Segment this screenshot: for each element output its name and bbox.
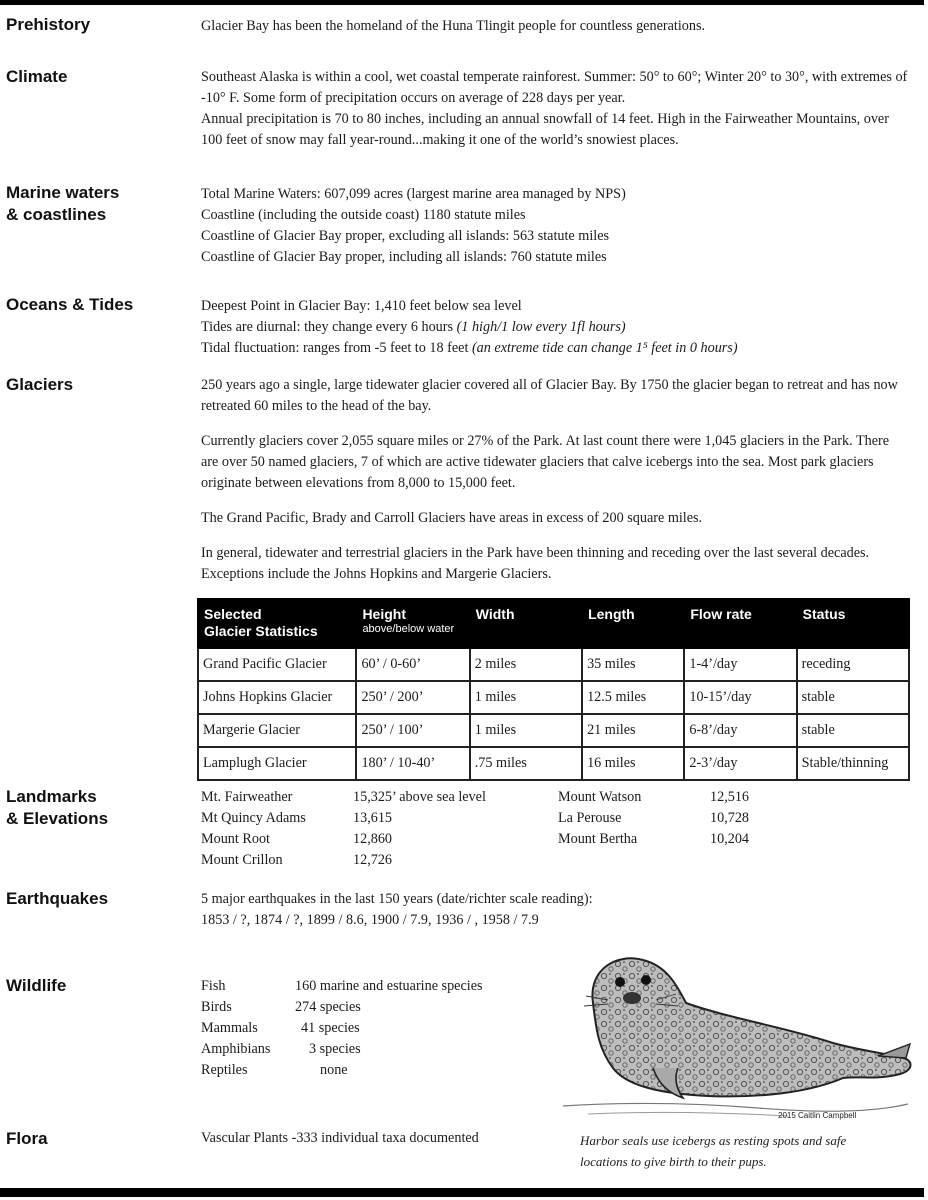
glacier-width: 1 miles bbox=[470, 681, 582, 714]
wildlife-count: 160 marine and estuarine species bbox=[295, 978, 483, 994]
heading-flora: Flora bbox=[6, 1129, 48, 1148]
list-item bbox=[558, 787, 858, 808]
landmark-elevation: 10,728 bbox=[710, 810, 750, 826]
list-item bbox=[201, 997, 541, 1018]
top-rule bbox=[0, 0, 924, 5]
landmark-elevation: 15,325’ above sea level bbox=[353, 789, 486, 805]
header-height-sub: above/below water bbox=[362, 623, 455, 635]
landmarks-left-column bbox=[201, 787, 561, 871]
heading-landmarks: Landmarks & Elevations bbox=[6, 787, 109, 828]
wildlife-type: Mammals bbox=[201, 1020, 258, 1036]
glacier-height: 250’ / 200’ bbox=[356, 681, 469, 714]
glacier-status: stable bbox=[797, 681, 909, 714]
glacier-height: 250’ / 100’ bbox=[356, 714, 469, 747]
climate-paragraph-2: Annual precipitation is 70 to 80 inches, including an annual snowfall of 14 feet. High in the Fairweather Mountains, over 100 feet of snow may fall year-round...making it one of the world’s snowiest places. bbox=[201, 111, 889, 148]
tides-note: (1 high/1 low every 1fl hours) bbox=[456, 319, 626, 335]
fluctuation-note: (an extreme tide can change 1⁵ feet in 0 hours) bbox=[471, 340, 738, 356]
wildlife-list bbox=[201, 976, 541, 1081]
glacier-flow: 10-15’/day bbox=[684, 681, 796, 714]
glacier-width: .75 miles bbox=[470, 747, 582, 780]
landmark-name: Mount Bertha bbox=[558, 831, 638, 847]
landmark-name: Mt Quincy Adams bbox=[201, 810, 306, 826]
table-row bbox=[198, 648, 909, 681]
earthquakes-line-2: 1853 / ?, 1874 / ?, 1899 / 8.6, 1900 / 7.9, 1936 / , 1958 / 7.9 bbox=[201, 912, 539, 928]
bottom-rule bbox=[0, 1188, 924, 1197]
wildlife-count: none bbox=[320, 1062, 348, 1078]
glacier-flow: 2-3’/day bbox=[684, 747, 796, 780]
landmark-name: Mount Crillon bbox=[201, 852, 283, 868]
wildlife-count: 274 species bbox=[295, 999, 361, 1015]
illustration-credit: 2015 Caitlin Campbell bbox=[778, 1111, 857, 1120]
landmark-name: Mount Watson bbox=[558, 789, 642, 805]
list-item bbox=[201, 1039, 541, 1060]
list-item bbox=[201, 850, 561, 871]
landmark-name: Mt. Fairweather bbox=[201, 789, 293, 805]
glacier-name: Grand Pacific Glacier bbox=[198, 648, 356, 681]
landmark-name: Mount Root bbox=[201, 831, 270, 847]
glacier-status: Stable/thinning bbox=[797, 747, 909, 780]
glacier-height: 60’ / 0-60’ bbox=[356, 648, 469, 681]
landmark-elevation: 12,726 bbox=[353, 852, 393, 868]
glacier-name: Margerie Glacier bbox=[198, 714, 356, 747]
deepest-point-line: Deepest Point in Glacier Bay: 1,410 feet below sea level bbox=[201, 298, 522, 314]
list-item bbox=[558, 808, 858, 829]
glaciers-paragraph-3: The Grand Pacific, Brady and Carroll Glaciers have areas in excess of 200 square miles. bbox=[201, 510, 703, 526]
marine-line: Total Marine Waters: 607,099 acres (largest marine area managed by NPS) bbox=[201, 186, 626, 202]
wildlife-type: Fish bbox=[201, 978, 226, 994]
glacier-status: stable bbox=[797, 714, 909, 747]
header-status: Status bbox=[797, 599, 909, 648]
header-width: Width bbox=[470, 599, 582, 648]
heading-climate: Climate bbox=[6, 67, 68, 86]
header-flow-rate: Flow rate bbox=[684, 599, 796, 648]
list-item bbox=[558, 829, 858, 850]
glacier-status: receding bbox=[797, 648, 909, 681]
landmark-elevation: 12,860 bbox=[353, 831, 393, 847]
glacier-width: 2 miles bbox=[470, 648, 582, 681]
glacier-flow: 6-8’/day bbox=[684, 714, 796, 747]
table-row bbox=[198, 714, 909, 747]
heading-wildlife: Wildlife bbox=[6, 976, 67, 995]
list-item bbox=[201, 976, 541, 997]
list-item bbox=[201, 1060, 541, 1081]
header-height-label: Height bbox=[362, 606, 406, 622]
header-length: Length bbox=[582, 599, 684, 648]
heading-marine-waters: Marine waters & coastlines bbox=[6, 183, 120, 224]
list-item bbox=[201, 808, 561, 829]
table-header-row bbox=[198, 599, 909, 648]
earthquakes-line-1: 5 major earthquakes in the last 150 years (date/richter scale reading): bbox=[201, 891, 593, 907]
earthquakes-lines bbox=[201, 889, 909, 931]
glacier-length: 12.5 miles bbox=[582, 681, 684, 714]
glaciers-paragraph-2: Currently glaciers cover 2,055 square miles or 27% of the Park. At last count there were 1,045 glaciers in the Park. There are over 50 named glaciers, 7 of which are active tidewater glaciers that calve icebergs into the sea. Most park glaciers originate between elevations from 8,000 to 15,000 feet. bbox=[201, 433, 890, 491]
glaciers-block bbox=[201, 375, 909, 585]
glacier-height: 180’ / 10-40’ bbox=[356, 747, 469, 780]
glacier-statistics-table bbox=[197, 598, 910, 781]
wildlife-type: Amphibians bbox=[201, 1041, 271, 1057]
landmark-elevation: 10,204 bbox=[710, 831, 750, 847]
wildlife-count: 41 species bbox=[301, 1020, 360, 1036]
landmark-elevation: 13,615 bbox=[353, 810, 393, 826]
table-row bbox=[198, 747, 909, 780]
glaciers-paragraph-4: In general, tidewater and terrestrial glaciers in the Park have been thinning and receding over the last several decades. Exceptions include the Johns Hopkins and Margerie Glaciers. bbox=[201, 545, 870, 582]
glacier-length: 35 miles bbox=[582, 648, 684, 681]
glacier-length: 21 miles bbox=[582, 714, 684, 747]
landmark-elevation: 12,516 bbox=[710, 789, 750, 805]
wildlife-type: Birds bbox=[201, 999, 232, 1015]
illustration-caption: Harbor seals use icebergs as resting spots and safe locations to give birth to their pups. bbox=[580, 1133, 847, 1169]
glacier-name: Johns Hopkins Glacier bbox=[198, 681, 356, 714]
climate-paragraph-1: Southeast Alaska is within a cool, wet coastal temperate rainforest. Summer: 50° to 60°; Winter 20° to 30°, with extremes of -10° F. Some form of precipitation occurs on average of 228 days per year. bbox=[201, 69, 908, 106]
oceans-lines bbox=[201, 296, 909, 359]
tides-line bbox=[201, 317, 909, 338]
fluctuation-text: Tidal fluctuation: ranges from -5 feet to 18 feet bbox=[201, 340, 472, 356]
table-row bbox=[198, 681, 909, 714]
glacier-flow: 1-4’/day bbox=[684, 648, 796, 681]
landmarks-right-column bbox=[558, 787, 858, 850]
tidal-fluctuation-line bbox=[201, 338, 909, 359]
glacier-width: 1 miles bbox=[470, 714, 582, 747]
wildlife-count: 3 species bbox=[309, 1041, 361, 1057]
marine-line: Coastline of Glacier Bay proper, excluding all islands: 563 statute miles bbox=[201, 228, 610, 244]
list-item bbox=[201, 1018, 541, 1039]
heading-glaciers: Glaciers bbox=[6, 375, 74, 394]
wildlife-type: Reptiles bbox=[201, 1062, 248, 1078]
flora-text: Vascular Plants -333 individual taxa documented bbox=[201, 1130, 479, 1146]
glacier-length: 16 miles bbox=[582, 747, 684, 780]
list-item bbox=[201, 787, 561, 808]
landmark-name: La Perouse bbox=[558, 810, 622, 826]
marine-line: Coastline of Glacier Bay proper, including all islands: 760 statute miles bbox=[201, 249, 607, 265]
header-name-line1: Selected bbox=[204, 606, 262, 622]
glacier-name: Lamplugh Glacier bbox=[198, 747, 356, 780]
climate-block bbox=[201, 67, 909, 151]
harbor-seal-illustration-icon bbox=[558, 948, 918, 1128]
header-height bbox=[356, 599, 469, 648]
marine-line: Coastline (including the outside coast) 1180 statute miles bbox=[201, 207, 526, 223]
prehistory-text: Glacier Bay has been the homeland of the Huna Tlingit people for countless generations. bbox=[201, 18, 706, 34]
marine-lines bbox=[201, 184, 909, 268]
glaciers-paragraph-1: 250 years ago a single, large tidewater glacier covered all of Glacier Bay. By 1750 the glacier began to retreat and has now retreated 60 miles to the head of the bay. bbox=[201, 377, 898, 414]
list-item bbox=[201, 829, 561, 850]
tides-text: Tides are diurnal: they change every 6 hours bbox=[201, 319, 457, 335]
heading-earthquakes: Earthquakes bbox=[6, 889, 109, 908]
heading-prehistory: Prehistory bbox=[6, 15, 91, 34]
heading-oceans-tides: Oceans & Tides bbox=[6, 295, 134, 314]
header-glacier-name bbox=[198, 599, 356, 648]
header-name-line2: Glacier Statistics bbox=[204, 623, 318, 639]
